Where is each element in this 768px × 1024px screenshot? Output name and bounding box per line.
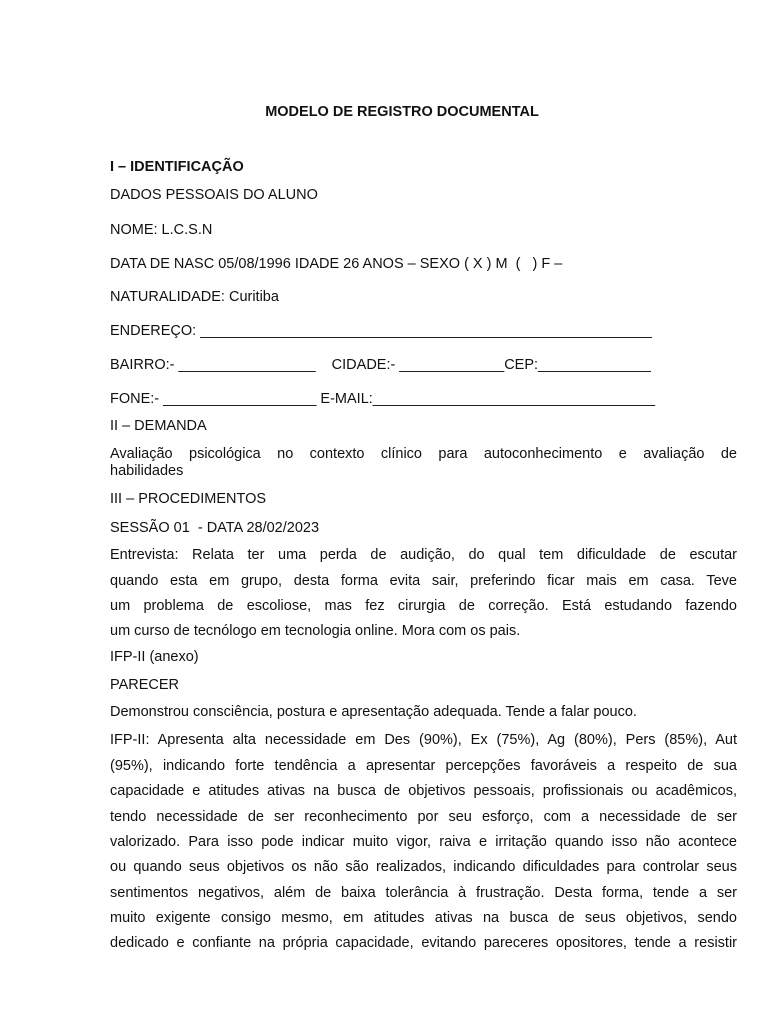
parecer-ifp-line: sentimentos negativos, além de baixa tolerância à frustração. Desta forma, tende a ser	[110, 885, 737, 901]
entrevista-line: Entrevista: Relata ter uma perda de audição, do qual tem dificuldade de escutar	[110, 547, 737, 563]
parecer-ifp-line: ou quando seus objetivos os não são realizados, indicando dificuldades para controlar seus	[110, 859, 737, 875]
parecer-ifp-line: muito exigente consigo mesmo, em atitudes ativas na busca de seus objetivos, sendo	[110, 910, 737, 926]
parecer-ifp-line: (95%), indicando forte tendência a apresentar percepções favoráveis a respeito de sua	[110, 758, 737, 774]
demanda-line: Avaliação psicológica no contexto clínico para autoconhecimento e avaliação de	[110, 446, 737, 462]
section-heading-demanda: II – DEMANDA	[110, 418, 207, 434]
ifp-anexo: IFP-II (anexo)	[110, 649, 199, 665]
parecer-ifp-line: IFP-II: Apresenta alta necessidade em Des (90%), Ex (75%), Ag (80%), Pers (85%), Aut	[110, 732, 737, 748]
parecer-ifp-line: valorizado. Para isso pode indicar muito vigor, raiva e irritação quando isso não acontece	[110, 834, 737, 850]
parecer-consciencia: Demonstrou consciência, postura e apresentação adequada. Tende a falar pouco.	[110, 704, 637, 720]
sessao-data: SESSÃO 01 - DATA 28/02/2023	[110, 520, 320, 536]
entrevista-line: um problema de escoliose, mas fez cirurgia de correção. Está estudando fazendo	[110, 598, 737, 614]
field-endereco: ENDEREÇO: ________________________________________________________	[110, 323, 652, 339]
field-naturalidade: NATURALIDADE: Curitiba	[110, 289, 279, 305]
subheading-dados-pessoais: DADOS PESSOAIS DO ALUNO	[110, 187, 318, 203]
document-title: MODELO DE REGISTRO DOCUMENTAL	[265, 104, 539, 120]
section-heading-procedimentos: III – PROCEDIMENTOS	[110, 491, 267, 507]
field-fone-email: FONE:- ___________________ E-MAIL:___________________________________	[110, 391, 656, 407]
field-bairro-cidade-cep: BAIRRO:- _________________ CIDADE:- _____________CEP:______________	[110, 357, 651, 373]
parecer-ifp-line: tendo necessidade de ser reconhecimento por seu esforço, com a necessidade de ser	[110, 809, 737, 825]
demanda-line: habilidades	[110, 463, 184, 479]
field-data-nascimento: DATA DE NASC 05/08/1996 IDADE 26 ANOS – SEXO ( X ) M ( ) F –	[110, 256, 563, 272]
section-heading-parecer: PARECER	[110, 677, 180, 693]
field-nome: NOME: L.C.S.N	[110, 222, 213, 238]
entrevista-line: um curso de tecnólogo em tecnologia online. Mora com os pais.	[110, 623, 521, 639]
parecer-ifp-line: capacidade e atitudes ativas na busca de objetivos pessoais, profissionais ou acadêmicos,	[110, 783, 737, 799]
parecer-ifp-line: dedicado e confiante na própria capacidade, evitando pareceres opositores, tende a resistir	[110, 935, 737, 951]
section-heading-identificacao: I – IDENTIFICAÇÃO	[110, 159, 244, 175]
entrevista-line: quando esta em grupo, desta forma evita sair, preferindo ficar mais em casa. Teve	[110, 573, 737, 589]
